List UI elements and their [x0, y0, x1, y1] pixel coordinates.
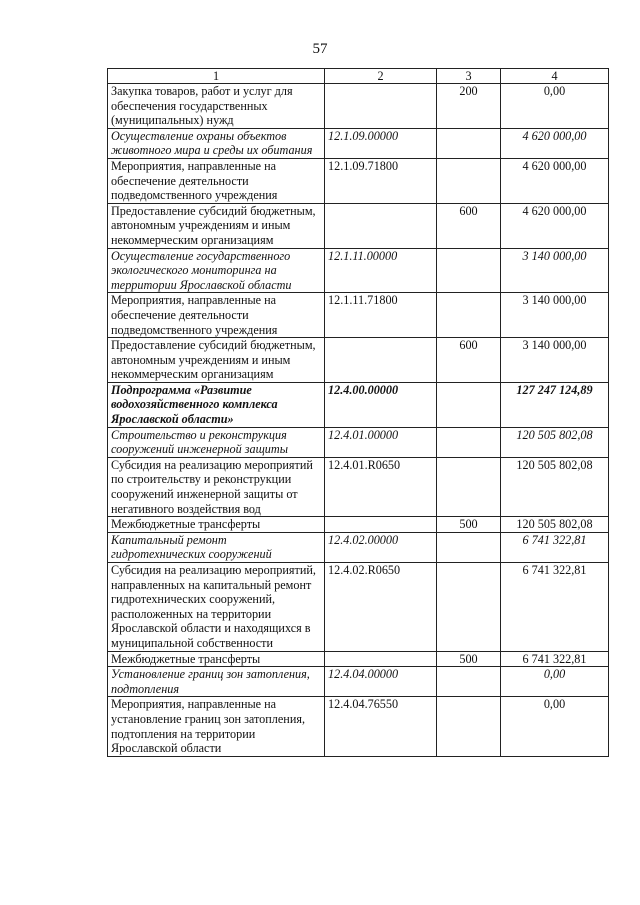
row-amount-cell: 120 505 802,08: [501, 457, 609, 516]
row-amount-cell: 3 140 000,00: [501, 338, 609, 383]
row-expense-type-cell: 500: [437, 517, 501, 533]
header-row: [108, 69, 609, 84]
row-code-cell: [325, 203, 437, 248]
row-amount-cell: 0,00: [501, 697, 609, 756]
row-name-cell: Мероприятия, направленные на обеспечение деятельности подведомственного учреждения: [108, 293, 325, 338]
table-row: [108, 517, 609, 533]
row-expense-type-cell: [437, 128, 501, 158]
row-expense-type-cell: [437, 563, 501, 652]
header-cell-1: 1: [108, 69, 325, 84]
table-row: [108, 203, 609, 248]
row-code-cell: [325, 84, 437, 129]
row-amount-cell: 120 505 802,08: [501, 427, 609, 457]
table-row: [108, 293, 609, 338]
row-code-cell: 12.4.04.00000: [325, 667, 437, 697]
table-row: [108, 457, 609, 516]
header-cell-4: 4: [501, 69, 609, 84]
row-amount-cell: 4 620 000,00: [501, 203, 609, 248]
row-amount-cell: 3 140 000,00: [501, 248, 609, 293]
table-row: [108, 84, 609, 129]
row-code-cell: 12.1.11.00000: [325, 248, 437, 293]
table-row: [108, 651, 609, 667]
row-amount-cell: 0,00: [501, 84, 609, 129]
table-row: [108, 338, 609, 383]
row-code-cell: 12.4.00.00000: [325, 382, 437, 427]
table-row: [108, 382, 609, 427]
row-amount-cell: 6 741 322,81: [501, 563, 609, 652]
row-name-cell: Закупка товаров, работ и услуг для обеспечения государственных (муниципальных) нужд: [108, 84, 325, 129]
row-name-cell: Подпрограмма «Развитие водохозяйственного комплекса Ярославской области»: [108, 382, 325, 427]
row-expense-type-cell: 500: [437, 651, 501, 667]
row-expense-type-cell: [437, 248, 501, 293]
row-code-cell: 12.4.04.76550: [325, 697, 437, 756]
table-row: [108, 563, 609, 652]
row-code-cell: 12.4.01.00000: [325, 427, 437, 457]
row-expense-type-cell: 600: [437, 203, 501, 248]
row-amount-cell: 3 140 000,00: [501, 293, 609, 338]
row-name-cell: Осуществление охраны объектов животного мира и среды их обитания: [108, 128, 325, 158]
row-amount-cell: 127 247 124,89: [501, 382, 609, 427]
row-amount-cell: 4 620 000,00: [501, 128, 609, 158]
header-cell-3: 3: [437, 69, 501, 84]
row-name-cell: Субсидия на реализацию мероприятий по строительству и реконструкции сооружений инженерной защиты от негативного воздействия вод: [108, 457, 325, 516]
row-amount-cell: 6 741 322,81: [501, 651, 609, 667]
row-expense-type-cell: [437, 293, 501, 338]
row-name-cell: Осуществление государственного экологического мониторинга на территории Ярославской области: [108, 248, 325, 293]
budget-table: [107, 68, 609, 757]
row-expense-type-cell: [437, 457, 501, 516]
row-expense-type-cell: [437, 532, 501, 562]
row-code-cell: 12.1.09.00000: [325, 128, 437, 158]
row-name-cell: Предоставление субсидий бюджетным, автономным учреждениям и иным некоммерческим организациям: [108, 338, 325, 383]
row-name-cell: Субсидия на реализацию мероприятий, направленных на капитальный ремонт гидротехнических сооружений, расположенных на территории Ярославской области и находящихся в муниципальной собственности: [108, 563, 325, 652]
row-amount-cell: 6 741 322,81: [501, 532, 609, 562]
table-row: [108, 697, 609, 756]
header-cell-2: 2: [325, 69, 437, 84]
row-amount-cell: 0,00: [501, 667, 609, 697]
row-expense-type-cell: 600: [437, 338, 501, 383]
row-name-cell: Мероприятия, направленные на установление границ зон затопления, подтопления на территории Ярославской области: [108, 697, 325, 756]
row-name-cell: Строительство и реконструкция сооружений инженерной защиты: [108, 427, 325, 457]
row-amount-cell: 4 620 000,00: [501, 158, 609, 203]
row-name-cell: Капитальный ремонт гидротехнических сооружений: [108, 532, 325, 562]
row-code-cell: 12.4.02.R0650: [325, 563, 437, 652]
row-expense-type-cell: 200: [437, 84, 501, 129]
budget-table-body: [108, 69, 609, 757]
row-name-cell: Предоставление субсидий бюджетным, автономным учреждениям и иным некоммерческим организациям: [108, 203, 325, 248]
row-amount-cell: 120 505 802,08: [501, 517, 609, 533]
page-number: 57: [312, 41, 328, 57]
row-code-cell: 12.4.02.00000: [325, 532, 437, 562]
row-code-cell: 12.1.09.71800: [325, 158, 437, 203]
row-code-cell: 12.1.11.71800: [325, 293, 437, 338]
row-expense-type-cell: [437, 697, 501, 756]
table-row: [108, 248, 609, 293]
row-code-cell: 12.4.01.R0650: [325, 457, 437, 516]
row-name-cell: Межбюджетные трансферты: [108, 651, 325, 667]
row-name-cell: Межбюджетные трансферты: [108, 517, 325, 533]
table-row: [108, 532, 609, 562]
row-code-cell: [325, 517, 437, 533]
table-row: [108, 667, 609, 697]
row-expense-type-cell: [437, 667, 501, 697]
row-name-cell: Установление границ зон затопления, подтопления: [108, 667, 325, 697]
table-row: [108, 427, 609, 457]
row-code-cell: [325, 651, 437, 667]
row-expense-type-cell: [437, 158, 501, 203]
table-row: [108, 128, 609, 158]
table-row: [108, 158, 609, 203]
row-name-cell: Мероприятия, направленные на обеспечение деятельности подведомственного учреждения: [108, 158, 325, 203]
row-expense-type-cell: [437, 427, 501, 457]
row-expense-type-cell: [437, 382, 501, 427]
row-code-cell: [325, 338, 437, 383]
